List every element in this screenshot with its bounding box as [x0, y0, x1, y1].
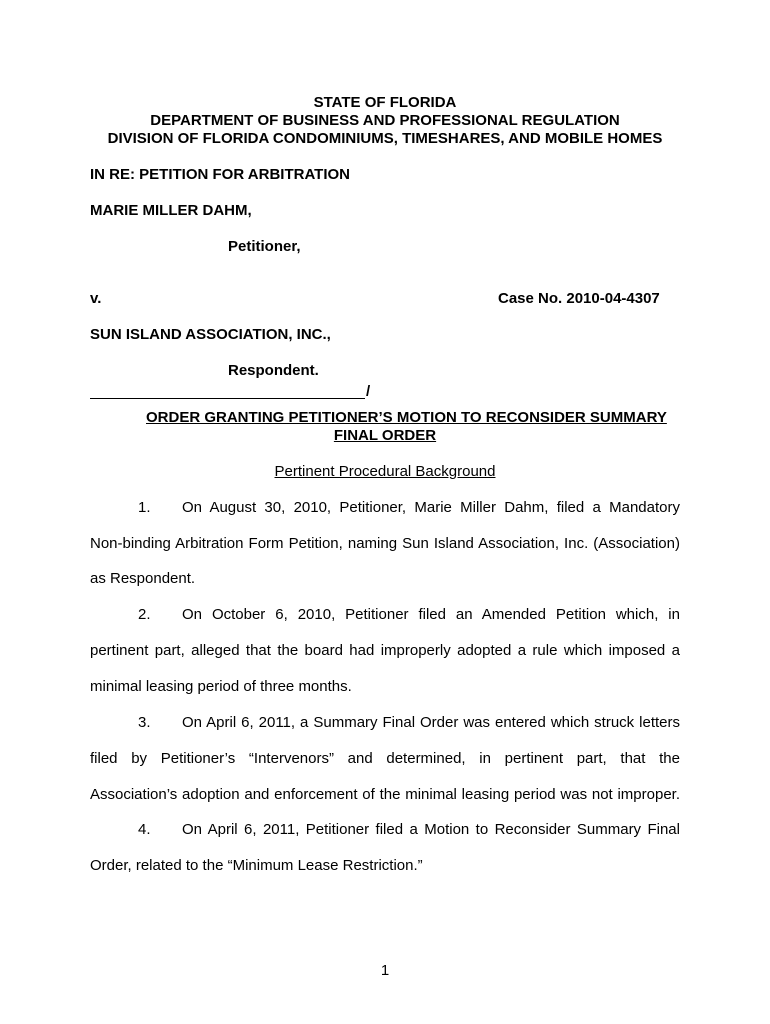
petitioner-role: Petitioner, — [228, 238, 301, 255]
respondent-name: SUN ISLAND ASSOCIATION, INC., — [90, 326, 331, 343]
caption-slash: / — [366, 383, 371, 400]
case-number: Case No. 2010-04-4307 — [498, 290, 660, 307]
paragraph-line: On April 6, 2011, a Summary Final Order was entered which struck letters — [182, 714, 680, 731]
order-title-line1: ORDER GRANTING PETITIONER’S MOTION TO RECONSIDER SUMMARY — [146, 409, 667, 426]
section-heading: Pertinent Procedural Background — [274, 463, 496, 480]
order-title-line2: FINAL ORDER — [333, 427, 437, 444]
page-number: 1 — [380, 962, 390, 979]
paragraph-number: 4. — [138, 821, 151, 838]
paragraph-number: 3. — [138, 714, 151, 731]
paragraph-line: pertinent part, alleged that the board had improperly adopted a rule which imposed a — [90, 642, 680, 659]
respondent-role: Respondent. — [228, 362, 319, 379]
caption-rule — [90, 398, 365, 399]
in-re-line: IN RE: PETITION FOR ARBITRATION — [90, 166, 350, 183]
paragraph-number: 1. — [138, 499, 151, 516]
paragraph-line: Order, related to the “Minimum Lease Restriction.” — [90, 857, 423, 874]
paragraph-line: minimal leasing period of three months. — [90, 678, 352, 695]
paragraph-line: On April 6, 2011, Petitioner filed a Motion to Reconsider Summary Final — [182, 821, 680, 838]
agency-state: STATE OF FLORIDA — [313, 94, 457, 111]
paragraph-line: On August 30, 2010, Petitioner, Marie Miller Dahm, filed a Mandatory — [182, 499, 680, 516]
paragraph-line: Non-binding Arbitration Form Petition, naming Sun Island Association, Inc. (Association) — [90, 535, 680, 552]
versus: v. — [90, 290, 102, 307]
paragraph-line: Association’s adoption and enforcement of the minimal leasing period was not improper. — [90, 786, 680, 803]
agency-division: DIVISION OF FLORIDA CONDOMINIUMS, TIMESHARES, AND MOBILE HOMES — [107, 130, 663, 147]
petitioner-name: MARIE MILLER DAHM, — [90, 202, 252, 219]
agency-department: DEPARTMENT OF BUSINESS AND PROFESSIONAL REGULATION — [150, 112, 620, 129]
paragraph-number: 2. — [138, 606, 151, 623]
paragraph-line: filed by Petitioner’s “Intervenors” and determined, in pertinent part, that the — [90, 750, 680, 767]
paragraph-line: as Respondent. — [90, 570, 196, 587]
paragraph-line: On October 6, 2010, Petitioner filed an Amended Petition which, in — [182, 606, 680, 623]
